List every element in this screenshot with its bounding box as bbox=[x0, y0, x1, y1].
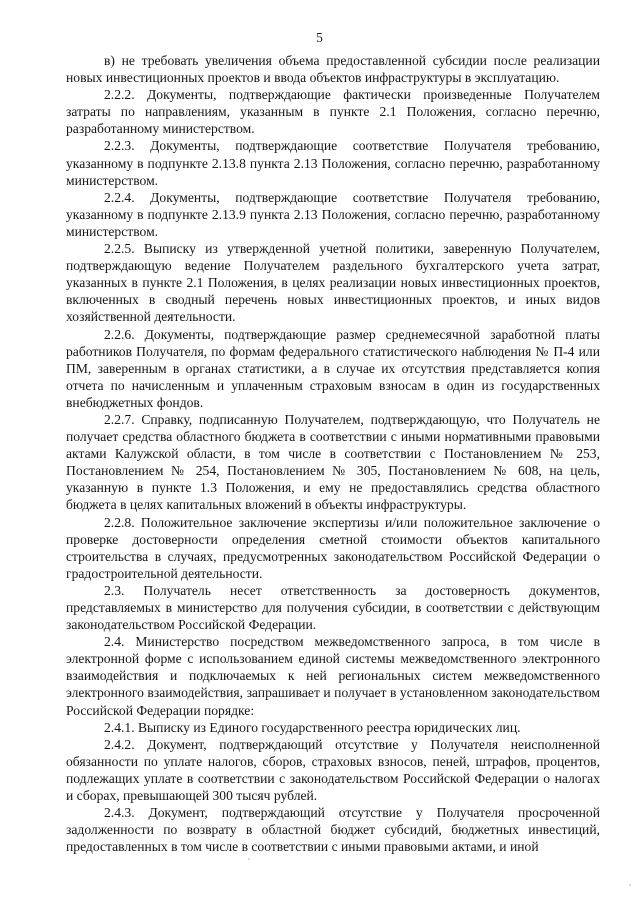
paragraph-2-2-8: 2.2.8. Положительное заключение экспертизы и/или положительное заключение о проверке достоверности определения сметной стоимости объектов капитального строительства в случаях, предусмотренных законодательством Российской Федерации о градостроительной деятельности. bbox=[66, 514, 600, 581]
paragraph-2-3: 2.3. Получатель несет ответственность за достоверность документов, представляемых в министерство для получения субсидии, в соответствии с действующим законодательством Российской Федерации. bbox=[66, 582, 600, 633]
paragraph-2-2-6: 2.2.6. Документы, подтверждающие размер среднемесячной заработной платы работников Получателя, по формам федерального статистического наблюдения № П-4 или ПМ, заверенным в органах статистики, а в случае их отсутствия представляется копия отчета по начисленным и уплаченным страховым взносам в один из государственных внебюджетных фондов. bbox=[66, 326, 600, 410]
scan-speck bbox=[248, 858, 250, 860]
paragraph-subitem-v: в) не требовать увеличения объема предоставленной субсидии после реализации новых инвестиционных проектов и ввода объектов инфраструктуры в эксплуатацию. bbox=[66, 53, 600, 86]
scan-speck bbox=[629, 884, 631, 886]
paragraph-2-2-2: 2.2.2. Документы, подтверждающие фактически произведенные Получателем затраты по направлениям, указанным в пункте 2.1 Положения, согласно перечню, разработанному министерством. bbox=[66, 87, 600, 137]
paragraph-2-2-4: 2.2.4. Документы, подтверждающие соответствие Получателя требованию, указанному в подпункте 2.13.9 пункта 2.13 Положения, согласно перечню, разработанному министерством. bbox=[66, 189, 600, 239]
paragraph-2-4-3: 2.4.3. Документ, подтверждающий отсутствие у Получателя просроченной задолженности по возврату в областной бюджет субсидий, бюджетных инвестиций, предоставленных в том числе в соответствии с иными правовыми актами, и иной bbox=[66, 805, 600, 855]
paragraph-2-2-3: 2.2.3. Документы, подтверждающие соответствие Получателя требованию, указанному в подпункте 2.13.8 пункта 2.13 Положения, согласно перечню, разработанному министерством. bbox=[66, 138, 600, 188]
paragraph-2-4-1: 2.4.1. Выписку из Единого государственного реестра юридических лиц. bbox=[104, 719, 521, 735]
document-body bbox=[66, 52, 600, 855]
paragraph-2-2-7: 2.2.7. Справку, подписанную Получателем, подтверждающую, что Получатель не получает средства областного бюджета в соответствии с иными нормативными правовыми актами Калужской области, в том числе в соответствии с Постановлением № 253, Постановлением № 254, Постановлением № 305, Постановлением № 608, на цель, указанную в пункте 1.3 Положения, и ему не предоставлялись средства областного бюджета в целях капитальных вложений в объекты инфраструктуры. bbox=[66, 411, 600, 513]
paragraph-2-2-5: 2.2.5. Выписку из утвержденной учетной политики, заверенную Получателем, подтверждающую ведение Получателем раздельного бухгалтерского учета затрат, указанных в пункте 2.1 Положения, в целях реализации новых инвестиционных проектов, включенных в сводный перечень новых инвестиционных проектов, и иных видов хозяйственной деятельности. bbox=[66, 241, 600, 325]
page-number: 5 bbox=[316, 30, 323, 45]
paragraph-2-4: 2.4. Министерство посредством межведомственного запроса, в том числе в электронной форме с использованием единой системы межведомственного электронного взаимодействия и подключаемых к ней региональных систем межведомственного электронного взаимодействия, запрашивает и получает в установленном законодательством Российской Федерации порядке: bbox=[66, 634, 600, 718]
paragraph-2-4-2: 2.4.2. Документ, подтверждающий отсутствие у Получателя неисполненной обязанности по уплате налогов, сборов, страховых взносов, пеней, штрафов, процентов, подлежащих уплате в соответствии с законодательством Российской Федерации о налогах и сборах, превышающей 300 тысяч рублей. bbox=[66, 736, 600, 804]
